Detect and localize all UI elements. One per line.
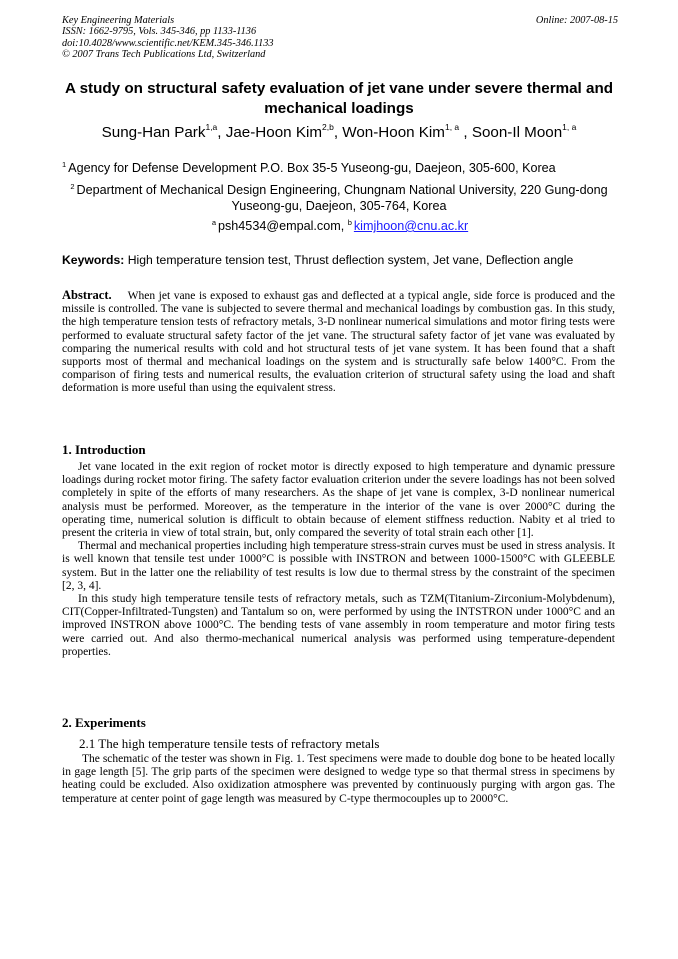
section-heading-experiments: 2. Experiments — [62, 715, 146, 730]
abstract — [62, 289, 615, 396]
affiliation-number: 1 — [62, 160, 67, 169]
copyright-line: © 2007 Trans Tech Publications Ltd, Switzerland — [62, 48, 266, 60]
affiliation-1 — [62, 160, 622, 176]
affiliation-text: Department of Mechanical Design Engineering, Chungnam National University, 220 Gung-dong Yuseong-gu, Daejeon, 305-764, Korea — [76, 183, 608, 213]
author-list: Sung-Han Park$^{1,a}$, Jae-Hoon Kim$^{2,b}$, Won-Hoon Kim$^{1, a}$ , Soon-Il Moon$^{1, a}$ — [101, 122, 577, 141]
author-name: Jae-Hoon Kim — [225, 124, 322, 141]
paragraph: The schematic of the tester was shown in Fig. 1. Test specimens were made to double dog bone to be heated locally in gage length [5]. The grip parts of the specimen were designed to wedge type so that thermal stress in specimens by heating could be excluded. Also oxidization atmosphere was prevented by continuously purging with argon gas. The temperature at center point of gage length was measured by C-type thermocouples up to 2000°C. — [62, 753, 615, 805]
journal-header — [62, 15, 618, 60]
experiments-body — [62, 753, 615, 806]
affiliation-number: 2 — [70, 182, 75, 191]
author-name: Won-Hoon Kim — [342, 124, 445, 141]
paragraph: In this study high temperature tensile tests of refractory metals, such as TZM(Titanium-Zirconium-Molybdenum), CIT(Copper-Infiltrated-Tungsten) and Tantalum so on, were performed by using the INTSTRON under 1000°C and an improved INSTRON above 1000°C. The bending tests of vane assembly in room temperature and motor firing tests were carried out. And also thermo-mechanical numerical analysis was performed using temperature-dependent properties. — [62, 593, 615, 658]
doi-line: doi:10.4028/www.scientific.net/KEM.345-346.1133 — [62, 37, 274, 49]
issn-line: ISSN: 1662-9795, Vols. 345-346, pp 1133-1136 — [62, 26, 257, 38]
section-heading-introduction: 1. Introduction — [62, 442, 146, 457]
author-name: Sung-Han Park — [101, 124, 206, 141]
paper-title: A study on structural safety evaluation of jet vane under severe thermal and mechanical loadings — [64, 80, 614, 117]
author-affil-mark: 1, a — [444, 122, 460, 132]
journal-name: Key Engineering Materials — [62, 15, 175, 26]
email-b-link[interactable]: kimjhoon@cnu.ac.kr — [353, 219, 469, 233]
keywords-label: Keywords: — [62, 253, 125, 267]
affiliation-2 — [60, 182, 618, 214]
keywords-text: High temperature tension test, Thrust deflection system, Jet vane, Deflection angle — [127, 253, 574, 267]
author-affil-mark: 1, a — [562, 122, 577, 132]
abstract-text: When jet vane is exposed to exhaust gas and deflected at a typical angle, side force is produced and the missile is controlled. The vane is subjected to severe thermal and mechanical loadings by combustion gas. In this study, the high temperature tension tests of refractory metals, 3-D nonlinear numerical simulations and motor firing tests were performed to evaluate structural safety factor of the jet vane. The structural safety factor of jet vane was evaluated by comparing the numerical results with cold and hot structural tests of jet vane system. It has been found that a shaft supports most of thermal and mechanical loadings on the system and is structurally safe below 1400°C. From the comparison of firing tests and numerical results, the evaluation criterion of structural safety using the load and shaft deformation is more useful than using the equivalent stress. — [62, 290, 615, 395]
keywords — [62, 252, 622, 268]
paragraph: Thermal and mechanical properties including high temperature stress-strain curves must be used in stress analysis. It is well known that tensile test under 1000°C is possible with INSTRON and between 1000-1500°C with GLEEBLE system. But in the latter one the reliability of test results is low due to thermal stress by the constraint of the specimen [2, 3, 4]. — [62, 540, 615, 592]
author-affil-mark: 1,a — [205, 122, 218, 132]
abstract-label: Abstract. — [62, 288, 112, 302]
affiliation-text: Agency for Defense Development P.O. Box 35-5 Yuseong-gu, Daejeon, 305-600, Korea — [68, 161, 556, 175]
online-date: Online: 2007-08-15 — [535, 15, 618, 26]
email-mark-a: a — [211, 218, 216, 227]
author-name: Soon-Il Moon — [471, 124, 563, 141]
email-line — [62, 218, 618, 234]
introduction-body — [62, 461, 615, 659]
subsection-heading: 2.1 The high temperature tensile tests of refractory metals — [79, 736, 380, 751]
author-affil-mark: 2,b — [321, 122, 334, 132]
paragraph: Jet vane located in the exit region of rocket motor is directly exposed to high temperature and dynamic pressure loadings during rocket motor firing. The safety factor evaluation criterion under the severe loadings has not been solved completely in spite of the efforts of many researchers. As the shape of jet vane is complex, 3-D nonlinear numerical analysis must be performed. Moreover, as the temperature in the interior of the vane is over 2000°C during the operating time, numerical solution is difficult to obtain because of element stiffness reduction. Nabity et al tried to present the criteria in view of total strain, but, only compared the severity of total strain each other [1]. — [62, 461, 615, 540]
email-mark-b: b — [347, 218, 352, 227]
email-a: psh4534@empal.com, — [218, 219, 345, 233]
